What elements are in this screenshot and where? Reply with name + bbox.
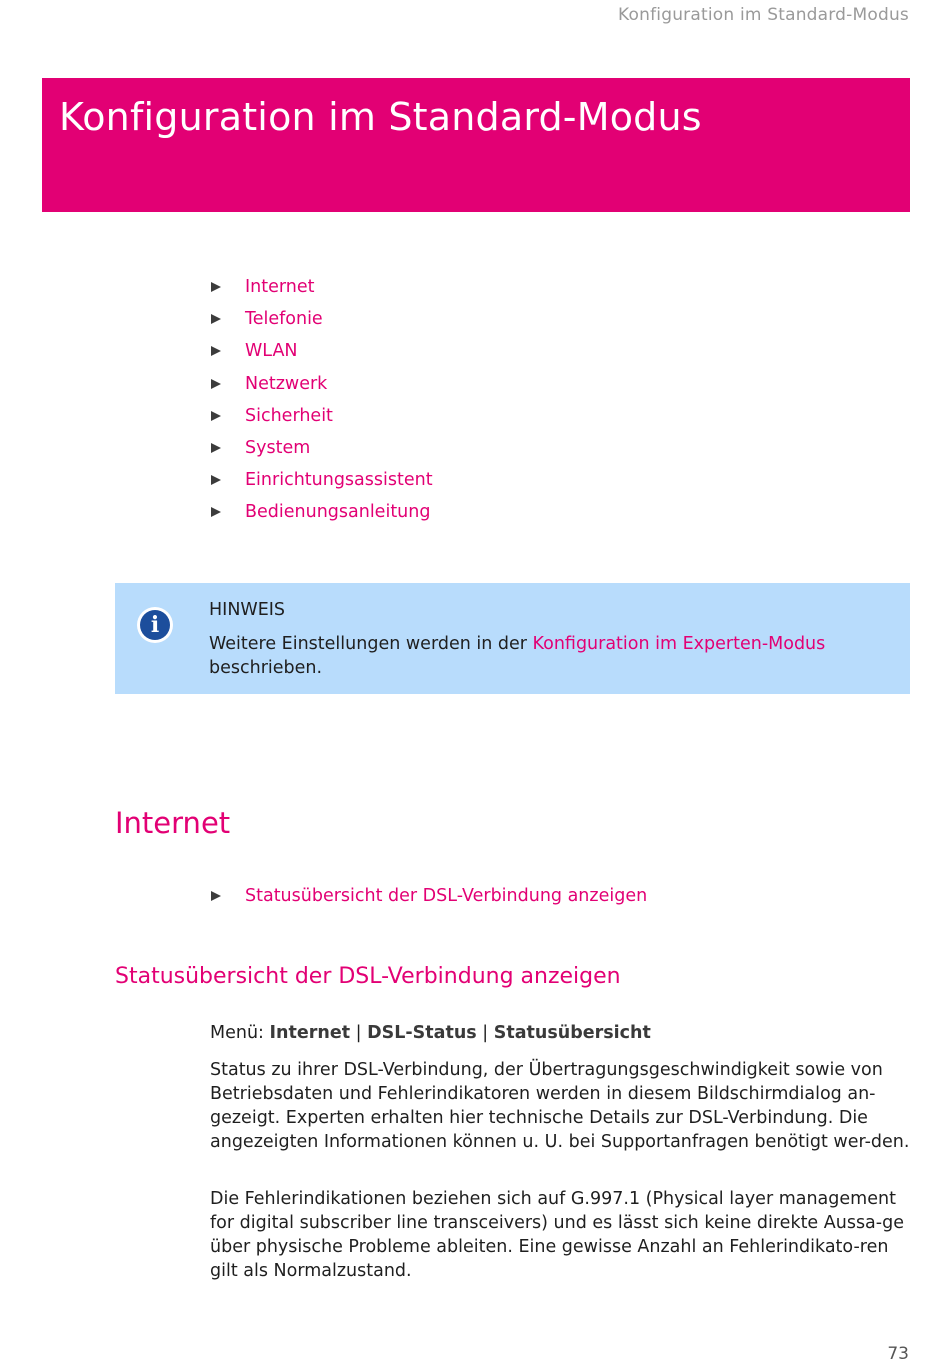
toc-item-bedienungsanleitung: [210, 496, 433, 528]
note-box: [115, 583, 910, 694]
toc-item-telefonie: [210, 303, 433, 335]
triangle-right-icon: [211, 379, 221, 389]
triangle-right-icon: [211, 282, 221, 292]
page-number: 73: [887, 1344, 909, 1364]
info-icon: i: [137, 607, 173, 643]
menu-path-label: Menü:: [210, 1023, 264, 1043]
menu-path: [210, 1023, 651, 1043]
expert-mode-link[interactable]: Konfiguration im Experten-Modus: [532, 634, 826, 654]
paragraph-status: Status zu ihrer DSL-Verbindung, der Übertragungsgeschwindigkeit sowie von Betriebsdaten und Fehlerindikatoren werden in diesem Bildschirmdialog an-gezeigt. Experten erhalten hier technische Details zur DSL-Verbindung. Die angezeigten Informationen können u. U. bei Supportanfragen benötigt wer-den.: [210, 1060, 910, 1152]
running-header: Konfiguration im Standard-Modus: [618, 5, 909, 25]
toc-link-wlan[interactable]: WLAN: [245, 341, 298, 362]
menu-path-separator: |: [482, 1023, 489, 1043]
paragraph-error-indicators: Die Fehlerindikationen beziehen sich auf G.997.1 (Physical layer management for digital subscriber line transceivers) und es lässt sich keine direkte Aussa-ge über physische Probleme ableiten. Eine gewisse Anzahl an Fehlerindikato-ren gilt als Normalzustand.: [210, 1189, 904, 1281]
triangle-right-icon: [211, 475, 221, 485]
triangle-right-icon: [211, 443, 221, 453]
note-text-after: beschrieben.: [209, 658, 323, 678]
toc-item-dsl-status: [210, 880, 647, 912]
note-title: HINWEIS: [209, 600, 286, 620]
menu-path-item: DSL-Status: [367, 1023, 477, 1043]
page-title: Konfiguration im Standard-Modus: [59, 95, 702, 139]
menu-path-item: Statusübersicht: [493, 1023, 651, 1043]
triangle-right-icon: [211, 507, 221, 517]
note-text-before: Weitere Einstellungen werden in der: [209, 634, 533, 654]
toc-link-internet[interactable]: Internet: [245, 277, 315, 298]
menu-path-separator: |: [355, 1023, 362, 1043]
toc-item-sicherheit: [210, 400, 433, 432]
toc-link-bedienungsanleitung[interactable]: Bedienungsanleitung: [245, 502, 431, 523]
triangle-right-icon: [211, 314, 221, 324]
toc-link-telefonie[interactable]: Telefonie: [245, 309, 323, 330]
menu-path-item: Internet: [269, 1023, 351, 1043]
triangle-right-icon: [211, 346, 221, 356]
triangle-right-icon: [211, 891, 221, 901]
title-banner: [42, 78, 910, 212]
toc-item-einrichtungsassistent: [210, 464, 433, 496]
toc-item-internet: [210, 271, 433, 303]
triangle-right-icon: [211, 411, 221, 421]
toc-item-system: [210, 432, 433, 464]
chapter-toc: [210, 271, 433, 529]
toc-link-dsl-status[interactable]: Statusübersicht der DSL-Verbindung anzeigen: [245, 886, 648, 907]
toc-link-einrichtungsassistent[interactable]: Einrichtungsassistent: [245, 470, 433, 491]
toc-link-system[interactable]: System: [245, 438, 311, 459]
toc-link-netzwerk[interactable]: Netzwerk: [245, 373, 328, 394]
section-heading-internet: Internet: [115, 806, 231, 840]
toc-item-wlan: [210, 335, 433, 367]
toc-item-netzwerk: [210, 368, 433, 400]
subsection-heading-dsl-status: Statusübersicht der DSL-Verbindung anzeigen: [115, 964, 621, 989]
internet-toc: [210, 880, 647, 912]
toc-link-sicherheit[interactable]: Sicherheit: [245, 405, 333, 426]
note-text: [209, 632, 899, 680]
